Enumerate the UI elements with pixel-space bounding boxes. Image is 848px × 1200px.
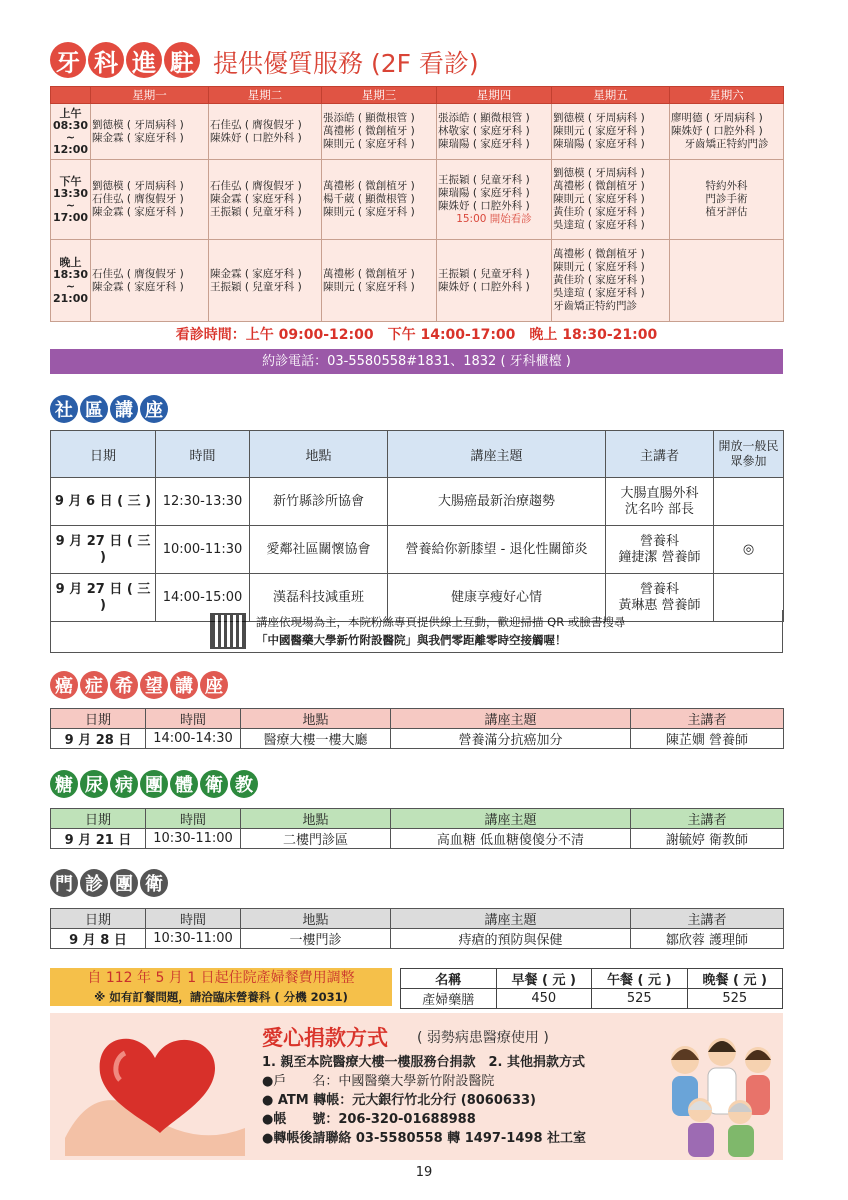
title-char: 講 (110, 395, 138, 423)
speaker-line: 沈名吟 部長 (624, 501, 695, 517)
cell-date: 9 月 21 日 (51, 829, 146, 849)
donation-line-2: ●戶 名：中國醫藥大學新竹附設醫院 (262, 1074, 495, 1089)
title-char: 望 (140, 671, 168, 699)
title-char: 糖 (50, 770, 78, 798)
doctor-entry: 石佳弘 ( 膺復假牙 ) (210, 118, 302, 131)
community-lecture-table (50, 430, 784, 622)
session-time (51, 240, 91, 322)
lecture-topic: 健康享瘦好心情 (388, 574, 606, 622)
title-char: 尿 (80, 770, 108, 798)
lecture-header: 主講者 (606, 431, 714, 478)
meal-cell: 產婦藥膳 (401, 989, 497, 1009)
session-time (51, 104, 91, 160)
doctor-cell (209, 160, 322, 240)
cancer-lecture-title (50, 671, 228, 699)
title-char: 團 (140, 770, 168, 798)
doctor-cell (437, 240, 552, 322)
column-header: 地點 (241, 909, 391, 929)
column-header: 時間 (146, 909, 241, 929)
doctor-entry: 陳姝妤 ( 口腔外科 ) (671, 125, 763, 137)
session-time-part: 21:00 (52, 291, 88, 305)
doctor-entry: 王振穎 ( 兒童牙科 ) (210, 280, 302, 293)
community-lecture-title (50, 395, 168, 423)
column-header: 講座主題 (391, 909, 631, 929)
meal-header: 晚餐 ( 元 ) (687, 969, 783, 989)
session-time-part: 18:30 (52, 267, 88, 281)
doctor-entry: 陳金霖 ( 家庭牙科 ) (210, 267, 302, 280)
note-line-1: 講座依現場為主，本院粉絲專頁提供線上互動，歡迎掃描 QR 或臉書搜尋 (256, 615, 626, 629)
lecture-header: 日期 (51, 431, 156, 478)
session-time-part: 下午 (59, 174, 82, 188)
doctor-entry: 萬禮彬 ( 微創植牙 ) (553, 248, 645, 260)
meal-cell: 525 (687, 989, 783, 1009)
meal-header: 午餐 ( 元 ) (592, 969, 688, 989)
cell-topic: 高血糖 低血糖傻傻分不清 (391, 829, 631, 849)
doctor-entry: 楊千葳 ( 顯微根管 ) (323, 193, 415, 205)
lecture-note-text (256, 613, 625, 649)
lecture-date: 9 月 27 日 ( 三 ) (51, 526, 156, 574)
doctor-entry: 陳金霖 ( 家庭牙科 ) (92, 131, 184, 144)
open-to-public-mark (714, 478, 784, 526)
note-line-2: 「中國醫藥大學新竹附設醫院」與我們零距離零時空接觸喔！ (256, 633, 567, 647)
doctor-entry: 劉德模 ( 牙周病科 ) (553, 112, 645, 124)
schedule-row (51, 240, 784, 322)
donation-line-5: ●轉帳後請聯絡 03-5580558 轉 1497-1498 社工室 (262, 1131, 587, 1146)
meal-header: 名稱 (401, 969, 497, 989)
speaker-line: 鐘捷潔 營養師 (618, 549, 701, 565)
doctor-entry: 陳瑞陽 ( 家庭牙科 ) (438, 138, 530, 150)
open-to-public-mark: ◎ (714, 526, 784, 574)
session-time-part: ~ (65, 130, 76, 144)
doctor-entry: 陳則元 ( 家庭牙科 ) (553, 261, 645, 273)
doctor-cell (322, 104, 437, 160)
doctor-entry: 林敬家 ( 家庭牙科 ) (438, 125, 530, 137)
lecture-date: 9 月 6 日 ( 三 ) (51, 478, 156, 526)
session-time (51, 160, 91, 240)
column-header: 主講者 (631, 709, 784, 729)
doctor-cell (91, 160, 209, 240)
doctor-entry: 陳姝妤 ( 口腔外科 ) (210, 131, 302, 144)
meal-header: 早餐 ( 元 ) (496, 969, 592, 989)
speaker-line: 大腸直腸外科 (620, 485, 699, 501)
doctor-cell (91, 104, 209, 160)
doctor-entry: 陳則元 ( 家庭牙科 ) (553, 125, 645, 137)
column-header: 時間 (146, 809, 241, 829)
doctor-entry: 陳金霖 ( 家庭牙科 ) (210, 193, 302, 205)
column-header: 講座主題 (391, 709, 631, 729)
doctor-entry: 陳則元 ( 家庭牙科 ) (323, 138, 415, 150)
heart-hands-illustration (55, 1018, 255, 1156)
lecture-topic: 營養給你新膝望 - 退化性關節炎 (388, 526, 606, 574)
doctor-entry: 萬禮彬 ( 微創植牙 ) (553, 180, 645, 192)
donation-line-1: 1. 親至本院醫療大樓一樓服務台捐款 2. 其他捐款方式 (262, 1055, 586, 1070)
title-char: 症 (80, 671, 108, 699)
cell-topic: 營養滿分抗癌加分 (391, 729, 631, 749)
title-char: 體 (170, 770, 198, 798)
cell-place: 二樓門診區 (241, 829, 391, 849)
lecture-row (51, 526, 784, 574)
cell-date: 9 月 28 日 (51, 729, 146, 749)
doctor-entry: 石佳弘 ( 膺復假牙 ) (92, 267, 184, 280)
title-char: 進 (126, 42, 162, 78)
doctor-entry: 王振穎 ( 兒童牙科 ) (438, 173, 530, 186)
lecture-header: 地點 (250, 431, 388, 478)
title-char: 科 (88, 42, 124, 78)
doctor-entry: 萬禮彬 ( 微創植牙 ) (323, 267, 415, 280)
title-char: 癌 (50, 671, 78, 699)
title-char: 病 (110, 770, 138, 798)
doctor-cell (437, 104, 552, 160)
lecture-header: 開放一般民眾參加 (714, 431, 784, 478)
session-time-part: 上午 (59, 106, 82, 120)
doctor-cell (552, 160, 670, 240)
weekday-header: 星期四 (437, 87, 552, 104)
diabetes-education-title (50, 770, 258, 798)
lecture-place: 愛鄰社區關懷協會 (250, 526, 388, 574)
donation-subtitle: ( 弱勢病患醫療使用 ) (417, 1030, 549, 1046)
session-time-part: ~ (65, 198, 76, 212)
title-char: 講 (170, 671, 198, 699)
opd-education-table (50, 908, 784, 949)
lecture-speaker (606, 526, 714, 574)
doctor-cell (670, 104, 784, 160)
lecture-date: 9 月 27 日 ( 三 ) (51, 574, 156, 622)
doctor-entry: 張添皓 ( 顯微根管 ) (323, 112, 415, 124)
doctor-entry: 陳瑞陽 ( 家庭牙科 ) (553, 138, 645, 150)
doctor-cell (322, 160, 437, 240)
doctor-entry: 劉德模 ( 牙周病科 ) (92, 180, 184, 192)
lecture-place: 漢磊科技減重班 (250, 574, 388, 622)
column-header: 日期 (51, 809, 146, 829)
meal-cell: 450 (496, 989, 592, 1009)
column-header: 日期 (51, 709, 146, 729)
title-char: 診 (80, 869, 108, 897)
lecture-header: 時間 (156, 431, 250, 478)
doctor-entry: 石佳弘 ( 膺復假牙 ) (210, 180, 302, 192)
donation-line-4: ●帳 號：206-320-01688988 (262, 1112, 476, 1127)
doctor-entry: 陳則元 ( 家庭牙科 ) (323, 206, 415, 218)
doctor-entry: 吳達瑄 ( 家庭牙科 ) (553, 219, 645, 231)
doctor-cell (322, 240, 437, 322)
dental-subtitle: 提供優質服務 (2F 看診) (213, 49, 479, 78)
doctor-entry: 門診手術 (705, 193, 748, 205)
speaker-line: 營養科 (639, 581, 679, 597)
lecture-time: 12:30-13:30 (156, 478, 250, 526)
page-number: 19 (415, 1165, 433, 1180)
doctor-entry: 吳達瑄 ( 家庭牙科 ) (553, 287, 645, 299)
corner-header (51, 87, 91, 104)
doctor-entry: 劉德模 ( 牙周病科 ) (553, 167, 645, 179)
meal-notice-line2: ※ 如有訂餐問題，請洽臨床營養科 ( 分機 2031) (94, 990, 348, 1004)
column-header: 主講者 (631, 809, 784, 829)
thursday-start-note: 15:00 開始看診 (456, 212, 532, 225)
doctor-entry: 廖明德 ( 牙周病科 ) (671, 112, 763, 124)
cell-speaker: 陳芷嫺 營養師 (631, 729, 784, 749)
title-char: 座 (140, 395, 168, 423)
doctor-entry: 牙齒矯正特約門診 (553, 300, 637, 312)
doctor-entry: 萬禮彬 ( 微創植牙 ) (323, 125, 415, 137)
weekday-header: 星期二 (209, 87, 322, 104)
doctor-entry: 黃佳玠 ( 家庭牙科 ) (553, 206, 645, 218)
doctor-cell (91, 240, 209, 322)
doctor-entry: 特約外科 (705, 180, 748, 192)
title-char: 衛 (140, 869, 168, 897)
weekday-header: 星期一 (91, 87, 209, 104)
doctor-cell (670, 240, 784, 322)
column-header: 主講者 (631, 909, 784, 929)
doctor-entry: 陳則元 ( 家庭牙科 ) (323, 280, 415, 293)
speaker-line: 黃琳惠 營養師 (618, 597, 701, 613)
cell-speaker: 謝毓婷 衛教師 (631, 829, 784, 849)
cell-time: 14:00-14:30 (146, 729, 241, 749)
weekday-header: 星期三 (322, 87, 437, 104)
lecture-place: 新竹縣診所協會 (250, 478, 388, 526)
doctor-entry: 張添皓 ( 顯微根管 ) (438, 112, 530, 124)
title-char: 牙 (50, 42, 86, 78)
cell-time: 10:30-11:00 (146, 929, 241, 949)
lecture-speaker (606, 478, 714, 526)
donation-line-3: ● ATM 轉帳：元大銀行竹北分行 (8060633) (262, 1093, 536, 1108)
session-time-part: 08:30 (52, 118, 88, 132)
family-illustration (660, 1030, 780, 1160)
cell-speaker: 鄒欣蓉 護理師 (631, 929, 784, 949)
title-char: 區 (80, 395, 108, 423)
doctor-entry: 陳姝妤 ( 口腔外科 ) (438, 199, 530, 212)
title-char: 駐 (164, 42, 200, 78)
doctor-entry: 植牙評估 (705, 206, 748, 218)
cell-time: 10:30-11:00 (146, 829, 241, 849)
doctor-entry: 王振穎 ( 兒童牙科 ) (210, 206, 302, 218)
cell-place: 一樓門診 (241, 929, 391, 949)
doctor-cell (552, 104, 670, 160)
doctor-cell (670, 160, 784, 240)
doctor-entry: 萬禮彬 ( 微創植牙 ) (323, 180, 415, 192)
column-header: 時間 (146, 709, 241, 729)
doctor-entry: 陳則元 ( 家庭牙科 ) (553, 193, 645, 205)
doctor-cell (437, 160, 552, 240)
clinic-hours: 看診時間：上午 09:00-12:00 下午 14:00-17:00 晚上 18:30-21:00 (50, 325, 783, 345)
lecture-time: 14:00-15:00 (156, 574, 250, 622)
opd-education-title (50, 869, 168, 897)
speaker-line: 營養科 (639, 533, 679, 549)
meal-price-table (400, 968, 783, 1009)
title-char: 團 (110, 869, 138, 897)
doctor-cell (209, 240, 322, 322)
column-header: 講座主題 (391, 809, 631, 829)
session-time-part: 17:00 (52, 210, 88, 224)
doctor-entry: 陳金霖 ( 家庭牙科 ) (92, 280, 184, 293)
doctor-entry: 陳瑞陽 ( 家庭牙科 ) (438, 186, 530, 199)
doctor-entry: 陳姝妤 ( 口腔外科 ) (438, 280, 530, 293)
title-char: 社 (50, 395, 78, 423)
title-char: 座 (200, 671, 228, 699)
doctor-entry: 陳金霖 ( 家庭牙科 ) (92, 206, 184, 218)
doctor-cell (209, 104, 322, 160)
cancer-lecture-table (50, 708, 784, 749)
weekday-header: 星期五 (552, 87, 670, 104)
doctor-entry: 石佳弘 ( 膺復假牙 ) (92, 193, 184, 205)
diabetes-education-table (50, 808, 784, 849)
session-time-part: ~ (65, 279, 76, 293)
doctor-cell (552, 240, 670, 322)
lecture-time: 10:00-11:30 (156, 526, 250, 574)
title-char: 教 (230, 770, 258, 798)
session-time-part: 12:00 (52, 142, 88, 156)
lecture-topic: 大腸癌最新治療趨勢 (388, 478, 606, 526)
donation-details (262, 1053, 586, 1148)
session-time-part: 晚上 (59, 255, 82, 269)
meal-cell: 525 (592, 989, 688, 1009)
session-time-part: 13:30 (52, 186, 88, 200)
doctor-entry: 劉德模 ( 牙周病科 ) (92, 118, 184, 131)
dental-section-title (50, 42, 200, 78)
doctor-entry: 黃佳玠 ( 家庭牙科 ) (553, 274, 645, 286)
lecture-row (51, 478, 784, 526)
cell-place: 醫療大樓一樓大廳 (241, 729, 391, 749)
qr-code-icon (210, 613, 246, 649)
title-char: 門 (50, 869, 78, 897)
cell-date: 9 月 8 日 (51, 929, 146, 949)
dental-schedule-table (50, 86, 784, 322)
doctor-entry: 王振穎 ( 兒童牙科 ) (438, 267, 530, 280)
column-header: 日期 (51, 909, 146, 929)
meal-notice-line1: 自 112 年 5 月 1 日起住院產婦餐費用調整 (87, 970, 355, 986)
column-header: 地點 (241, 809, 391, 829)
booking-phone: 約診電話：03-5580558#1831、1832 ( 牙科櫃檯 ) (50, 349, 783, 374)
doctor-entry: 牙齒矯正特約門診 (684, 138, 769, 150)
column-header: 地點 (241, 709, 391, 729)
schedule-row (51, 104, 784, 160)
weekday-header: 星期六 (670, 87, 784, 104)
schedule-row (51, 160, 784, 240)
cell-topic: 痔瘡的預防與保健 (391, 929, 631, 949)
title-char: 衛 (200, 770, 228, 798)
lecture-header: 講座主題 (388, 431, 606, 478)
title-char: 希 (110, 671, 138, 699)
donation-title: 愛心捐款方式 (262, 1026, 388, 1050)
